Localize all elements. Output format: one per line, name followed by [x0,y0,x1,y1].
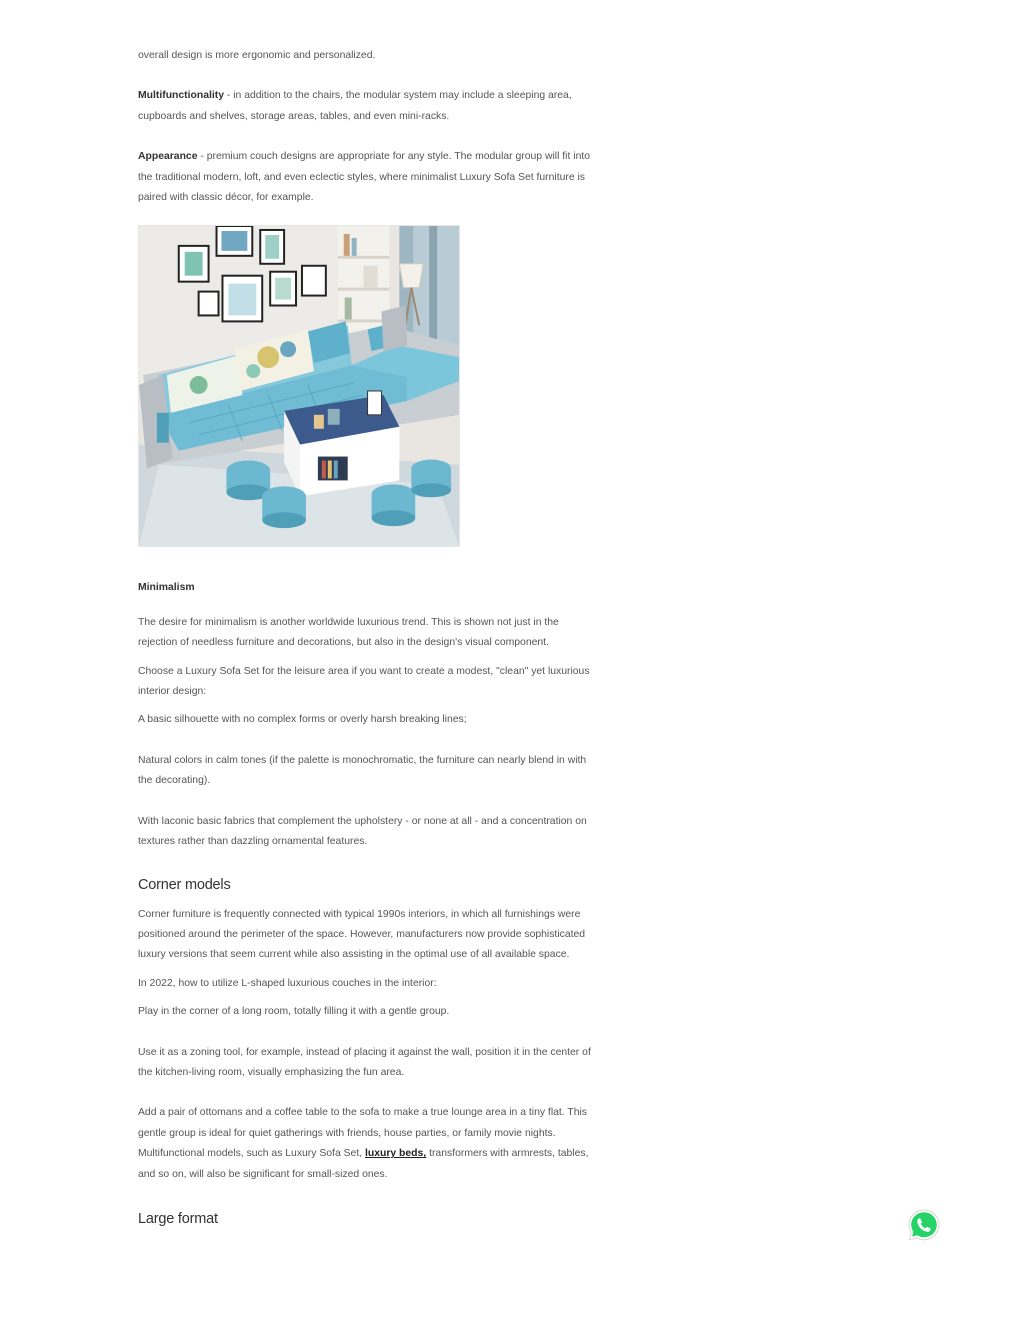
appearance-text: - premium couch designs are appropriate for any style. The modular group will fit into the traditional modern, loft, and even eclectic styles, where minimalist Luxury Sofa Set furniture is paired with classic décor, for example. [138,151,591,204]
corner-list-item-3-tail: transformers with armrests, tables, and so on, will also be significant for small-sized ones. [138,1148,589,1180]
corner-list-item-3-text: Add a pair of ottomans and a coffee table to the sofa to make a true lounge area in a tiny flat. This gentle group is ideal for quiet gatherings with friends, house parties, or family movie nights. Multifunctional models, such as Luxury Sofa Set, [138,1107,588,1160]
corner-list-item-1: Play in the corner of a long room, totally filling it with a gentle group. [138,1006,450,1018]
corner-list-item-3 [138,1103,598,1185]
luxury-beds-link[interactable]: luxury beds, [364,1148,427,1160]
minimalism-paragraph-2: Choose a Luxury Sofa Set for the leisure area if you want to create a modest, "clean" yet luxurious interior design: [138,665,590,698]
whatsapp-icon[interactable] [907,1208,941,1242]
minimalism-list-item-1: A basic silhouette with no complex forms or overly harsh breaking lines; [138,714,467,726]
article [138,46,598,1239]
multifunctionality-paragraph [138,86,598,127]
large-format-heading: Large format [138,1210,218,1227]
minimalism-list-item-2: Natural colors in calm tones (if the palette is monochromatic, the furniture can nearly blend in with the decorating). [138,754,587,787]
multifunctionality-text: - in addition to the chairs, the modular system may include a sleeping area, cupboards and shelves, storage areas, tables, and even mini-racks. [138,90,572,122]
minimalism-list-item-3: With laconic basic fabrics that complement the upholstery - or none at all - and a concentration on textures rather than dazzling ornamental features. [138,815,587,848]
corner-list-item-2: Use it as a zoning tool, for example, instead of placing it against the wall, position it in the center of the kitchen-living room, visually emphasizing the fun area. [138,1046,591,1078]
corner-paragraph-2: In 2022, how to utilize L-shaped luxurious couches in the interior: [138,977,437,989]
appearance-term: Appearance [138,151,198,163]
corner-paragraph-1: Corner furniture is frequently connected with typical 1990s interiors, in which all furnishings were positioned around the perimeter of the space. However, manufacturers now provide sophisticated luxury versions that seem current while also assisting in the optimal use of all available space. [138,908,586,961]
appearance-paragraph [138,147,598,208]
minimalism-heading: Minimalism [138,582,195,594]
minimalism-paragraph-1: The desire for minimalism is another worldwide luxurious trend. This is shown not just in the rejection of needless furniture and decorations, but also in the design's visual component. [138,616,559,649]
intro-tail: overall design is more ergonomic and personalized. [138,50,376,61]
corner-models-heading: Corner models [138,876,231,893]
luxury-sofa-set-image [138,225,460,547]
multifunctionality-term: Multifunctionality [138,90,225,102]
